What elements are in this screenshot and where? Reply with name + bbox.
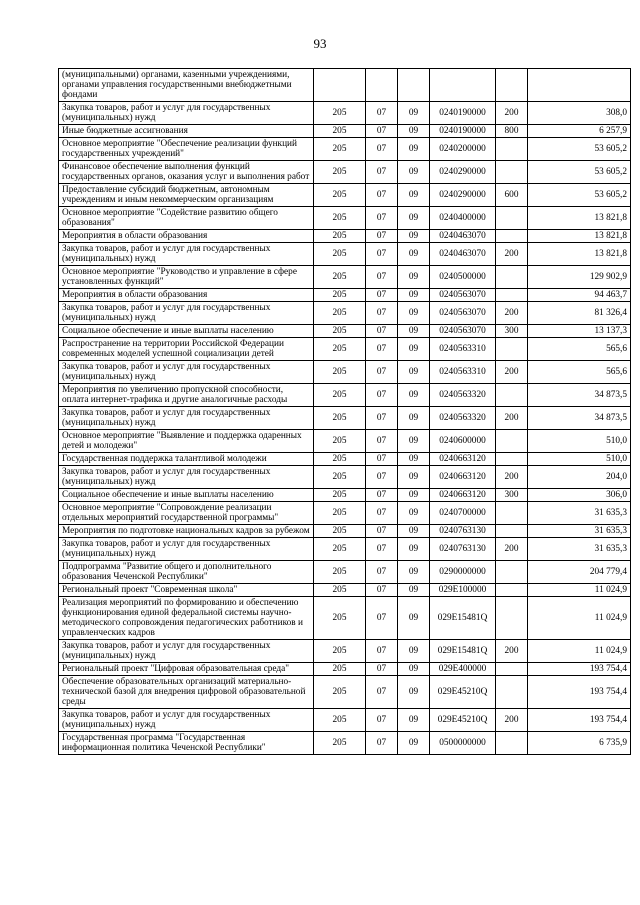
row-name: Мероприятия в области образования [59, 230, 314, 243]
row-vr [496, 289, 528, 302]
row-pr: 09 [398, 430, 430, 453]
table-row [59, 102, 631, 125]
row-name: Мероприятия в области образования [59, 289, 314, 302]
row-pr: 09 [398, 502, 430, 525]
row-name: Закупка товаров, работ и услуг для государственных (муниципальных) нужд [59, 538, 314, 561]
row-vr [496, 161, 528, 184]
row-gr: 205 [314, 361, 366, 384]
table-row [59, 709, 631, 732]
row-gr: 205 [314, 732, 366, 755]
row-name: Государственная программа "Государственная информационная политика Чеченской Республики" [59, 732, 314, 755]
row-rz [366, 69, 398, 102]
row-sum: 34 873,5 [528, 407, 631, 430]
row-pr: 09 [398, 325, 430, 338]
row-rz: 07 [366, 430, 398, 453]
row-gr: 205 [314, 230, 366, 243]
row-gr: 205 [314, 640, 366, 663]
row-csr: 0240463070 [430, 230, 496, 243]
row-sum: 6 257,9 [528, 125, 631, 138]
row-rz: 07 [366, 663, 398, 676]
row-rz: 07 [366, 161, 398, 184]
row-gr: 205 [314, 266, 366, 289]
row-rz: 07 [366, 138, 398, 161]
row-pr: 09 [398, 138, 430, 161]
row-name: Закупка товаров, работ и услуг для государственных (муниципальных) нужд [59, 466, 314, 489]
row-pr: 09 [398, 709, 430, 732]
row-csr: 0240563320 [430, 407, 496, 430]
row-vr [496, 502, 528, 525]
row-sum: 193 754,4 [528, 709, 631, 732]
row-csr: 029E100000 [430, 584, 496, 597]
row-name: Региональный проект "Цифровая образовательная среда" [59, 663, 314, 676]
row-vr [496, 663, 528, 676]
row-sum: 13 137,3 [528, 325, 631, 338]
row-sum: 129 902,9 [528, 266, 631, 289]
row-vr [496, 266, 528, 289]
row-name: (муниципальными) органами, казенными учреждениями, органами управления государственными внебюджетными фондами [59, 69, 314, 102]
row-rz: 07 [366, 561, 398, 584]
table-row [59, 489, 631, 502]
row-vr [496, 207, 528, 230]
row-pr: 09 [398, 453, 430, 466]
row-csr: 0240563310 [430, 338, 496, 361]
row-csr: 0240663120 [430, 489, 496, 502]
row-vr: 300 [496, 489, 528, 502]
row-sum: 193 754,4 [528, 676, 631, 709]
row-name: Закупка товаров, работ и услуг для государственных (муниципальных) нужд [59, 302, 314, 325]
row-name: Основное мероприятие "Выявление и поддержка одаренных детей и молодежи" [59, 430, 314, 453]
table-row [59, 207, 631, 230]
table-row [59, 302, 631, 325]
row-pr: 09 [398, 338, 430, 361]
row-gr: 205 [314, 709, 366, 732]
table-body [59, 69, 631, 755]
row-rz: 07 [366, 407, 398, 430]
row-vr: 200 [496, 361, 528, 384]
row-vr: 800 [496, 125, 528, 138]
row-sum: 94 463,7 [528, 289, 631, 302]
row-vr: 200 [496, 640, 528, 663]
table-row [59, 663, 631, 676]
row-pr: 09 [398, 407, 430, 430]
table-row [59, 361, 631, 384]
row-pr: 09 [398, 184, 430, 207]
row-gr: 205 [314, 597, 366, 640]
row-csr: 0240290000 [430, 161, 496, 184]
row-csr: 029E45210Q [430, 709, 496, 732]
row-name: Региональный проект "Современная школа" [59, 584, 314, 597]
row-name: Закупка товаров, работ и услуг для государственных (муниципальных) нужд [59, 102, 314, 125]
row-name: Предоставление субсидий бюджетным, автономным учреждениям и иным некоммерческим организациям [59, 184, 314, 207]
row-rz: 07 [366, 243, 398, 266]
row-csr: 0240290000 [430, 184, 496, 207]
row-sum: 13 821,8 [528, 230, 631, 243]
row-rz: 07 [366, 184, 398, 207]
row-gr: 205 [314, 561, 366, 584]
row-gr: 205 [314, 289, 366, 302]
row-sum: 510,0 [528, 430, 631, 453]
table-row [59, 161, 631, 184]
row-vr [496, 584, 528, 597]
row-name: Мероприятия по подготовке национальных кадров за рубежом [59, 525, 314, 538]
row-rz: 07 [366, 338, 398, 361]
row-csr: 0240600000 [430, 430, 496, 453]
table-row [59, 597, 631, 640]
row-sum: 13 821,8 [528, 207, 631, 230]
row-sum: 53 605,2 [528, 161, 631, 184]
row-vr: 200 [496, 538, 528, 561]
row-vr [496, 732, 528, 755]
row-rz: 07 [366, 207, 398, 230]
row-csr: 0240563310 [430, 361, 496, 384]
row-sum: 11 024,9 [528, 597, 631, 640]
row-gr: 205 [314, 407, 366, 430]
row-name: Социальное обеспечение и иные выплаты населению [59, 325, 314, 338]
row-gr: 205 [314, 184, 366, 207]
row-gr: 205 [314, 125, 366, 138]
row-pr: 09 [398, 361, 430, 384]
row-name: Подпрограмма "Развитие общего и дополнительного образования Чеченской Республики" [59, 561, 314, 584]
row-pr: 09 [398, 302, 430, 325]
row-rz: 07 [366, 584, 398, 597]
row-rz: 07 [366, 102, 398, 125]
row-sum: 306,0 [528, 489, 631, 502]
row-pr [398, 69, 430, 102]
row-pr: 09 [398, 207, 430, 230]
row-sum: 31 635,3 [528, 525, 631, 538]
row-pr: 09 [398, 525, 430, 538]
row-sum: 6 735,9 [528, 732, 631, 755]
row-gr: 205 [314, 676, 366, 709]
row-gr: 205 [314, 430, 366, 453]
row-name: Закупка товаров, работ и услуг для государственных (муниципальных) нужд [59, 243, 314, 266]
row-sum: 53 605,2 [528, 138, 631, 161]
table-row [59, 338, 631, 361]
table-row [59, 732, 631, 755]
table-row [59, 138, 631, 161]
row-pr: 09 [398, 102, 430, 125]
row-csr [430, 69, 496, 102]
row-gr: 205 [314, 663, 366, 676]
table-row [59, 538, 631, 561]
row-pr: 09 [398, 161, 430, 184]
row-sum: 204 779,4 [528, 561, 631, 584]
row-pr: 09 [398, 230, 430, 243]
row-csr: 0240563070 [430, 302, 496, 325]
row-gr: 205 [314, 466, 366, 489]
row-csr: 0240190000 [430, 125, 496, 138]
row-gr: 205 [314, 502, 366, 525]
row-sum: 11 024,9 [528, 584, 631, 597]
row-vr: 200 [496, 466, 528, 489]
row-pr: 09 [398, 640, 430, 663]
row-vr [496, 230, 528, 243]
row-csr: 0240763130 [430, 525, 496, 538]
table-row [59, 184, 631, 207]
row-rz: 07 [366, 597, 398, 640]
row-vr [496, 525, 528, 538]
row-sum: 204,0 [528, 466, 631, 489]
row-sum: 81 326,4 [528, 302, 631, 325]
row-rz: 07 [366, 302, 398, 325]
row-gr: 205 [314, 525, 366, 538]
row-name: Основное мероприятие "Руководство и управление в сфере установленных функций" [59, 266, 314, 289]
row-vr: 200 [496, 709, 528, 732]
row-sum: 193 754,4 [528, 663, 631, 676]
row-name: Социальное обеспечение и иные выплаты населению [59, 489, 314, 502]
row-rz: 07 [366, 289, 398, 302]
row-vr: 200 [496, 102, 528, 125]
row-sum: 13 821,8 [528, 243, 631, 266]
row-pr: 09 [398, 243, 430, 266]
row-pr: 09 [398, 663, 430, 676]
table-row [59, 676, 631, 709]
table-row [59, 640, 631, 663]
row-pr: 09 [398, 466, 430, 489]
row-gr: 205 [314, 243, 366, 266]
row-gr: 205 [314, 338, 366, 361]
row-sum: 34 873,5 [528, 384, 631, 407]
row-csr: 029E15481Q [430, 640, 496, 663]
row-pr: 09 [398, 584, 430, 597]
row-gr: 205 [314, 325, 366, 338]
row-csr: 0240663120 [430, 453, 496, 466]
table-row [59, 125, 631, 138]
row-csr: 0240190000 [430, 102, 496, 125]
row-vr: 300 [496, 325, 528, 338]
row-name: Закупка товаров, работ и услуг для государственных (муниципальных) нужд [59, 640, 314, 663]
row-pr: 09 [398, 125, 430, 138]
row-vr [496, 138, 528, 161]
row-rz: 07 [366, 325, 398, 338]
row-csr: 0240500000 [430, 266, 496, 289]
row-gr: 205 [314, 207, 366, 230]
row-vr: 600 [496, 184, 528, 207]
row-csr: 029E15481Q [430, 597, 496, 640]
row-csr: 029E45210Q [430, 676, 496, 709]
row-csr: 0290000000 [430, 561, 496, 584]
table-row [59, 453, 631, 466]
row-csr: 0240563070 [430, 325, 496, 338]
row-name: Основное мероприятие "Содействие развитию общего образования" [59, 207, 314, 230]
row-pr: 09 [398, 384, 430, 407]
row-gr: 205 [314, 302, 366, 325]
row-name: Закупка товаров, работ и услуг для государственных (муниципальных) нужд [59, 361, 314, 384]
row-csr: 0240763130 [430, 538, 496, 561]
table-row [59, 384, 631, 407]
table-row [59, 325, 631, 338]
row-csr: 0240563320 [430, 384, 496, 407]
row-gr: 205 [314, 384, 366, 407]
table-row [59, 407, 631, 430]
row-vr [496, 597, 528, 640]
row-gr [314, 69, 366, 102]
row-csr: 0240700000 [430, 502, 496, 525]
row-vr [496, 453, 528, 466]
row-name: Основное мероприятие "Обеспечение реализации функций государственных учреждений" [59, 138, 314, 161]
table-row [59, 266, 631, 289]
row-pr: 09 [398, 289, 430, 302]
row-gr: 205 [314, 161, 366, 184]
row-vr [496, 384, 528, 407]
row-csr: 029E400000 [430, 663, 496, 676]
row-vr [496, 338, 528, 361]
row-gr: 205 [314, 102, 366, 125]
row-gr: 205 [314, 138, 366, 161]
row-pr: 09 [398, 676, 430, 709]
row-sum: 53 605,2 [528, 184, 631, 207]
row-rz: 07 [366, 384, 398, 407]
table-row [59, 243, 631, 266]
row-sum [528, 69, 631, 102]
table-row [59, 584, 631, 597]
row-rz: 07 [366, 709, 398, 732]
row-sum: 31 635,3 [528, 502, 631, 525]
row-vr [496, 676, 528, 709]
row-name: Закупка товаров, работ и услуг для государственных (муниципальных) нужд [59, 407, 314, 430]
row-rz: 07 [366, 230, 398, 243]
row-rz: 07 [366, 732, 398, 755]
row-sum: 510,0 [528, 453, 631, 466]
row-sum: 31 635,3 [528, 538, 631, 561]
row-sum: 565,6 [528, 361, 631, 384]
row-rz: 07 [366, 489, 398, 502]
table-row [59, 430, 631, 453]
row-rz: 07 [366, 640, 398, 663]
row-gr: 205 [314, 538, 366, 561]
row-sum: 565,6 [528, 338, 631, 361]
row-sum: 11 024,9 [528, 640, 631, 663]
row-rz: 07 [366, 361, 398, 384]
row-name: Распространение на территории Российской Федерации современных моделей успешной социализации детей [59, 338, 314, 361]
row-gr: 205 [314, 489, 366, 502]
table-row [59, 289, 631, 302]
row-rz: 07 [366, 125, 398, 138]
table-row [59, 230, 631, 243]
row-pr: 09 [398, 561, 430, 584]
row-pr: 09 [398, 266, 430, 289]
row-vr: 200 [496, 302, 528, 325]
row-name: Мероприятия по увеличению пропускной способности, оплата интернет-трафика и другие аналогичные расходы [59, 384, 314, 407]
row-rz: 07 [366, 538, 398, 561]
table-row [59, 561, 631, 584]
row-rz: 07 [366, 266, 398, 289]
row-csr: 0240400000 [430, 207, 496, 230]
row-vr [496, 430, 528, 453]
row-name: Закупка товаров, работ и услуг для государственных (муниципальных) нужд [59, 709, 314, 732]
budget-table [58, 68, 631, 755]
row-pr: 09 [398, 538, 430, 561]
row-name: Реализация мероприятий по формированию и обеспечению функционирования единой федеральной системы научно-методического сопровождения педагогических работников и управленческих кадров [59, 597, 314, 640]
row-gr: 205 [314, 584, 366, 597]
row-rz: 07 [366, 676, 398, 709]
table-row [59, 525, 631, 538]
row-vr [496, 69, 528, 102]
page-number: 93 [313, 36, 327, 51]
row-name: Основное мероприятие "Сопровождение реализации отдельных мероприятий государственной программы" [59, 502, 314, 525]
row-rz: 07 [366, 525, 398, 538]
row-csr: 0240200000 [430, 138, 496, 161]
table-row [59, 502, 631, 525]
row-pr: 09 [398, 489, 430, 502]
row-name: Иные бюджетные ассигнования [59, 125, 314, 138]
row-sum: 308,0 [528, 102, 631, 125]
row-vr: 200 [496, 243, 528, 266]
row-rz: 07 [366, 466, 398, 489]
row-pr: 09 [398, 597, 430, 640]
row-vr: 200 [496, 407, 528, 430]
row-gr: 205 [314, 453, 366, 466]
row-vr [496, 561, 528, 584]
row-csr: 0240663120 [430, 466, 496, 489]
row-name: Обеспечение образовательных организаций материально-технической базой для внедрения цифровой образовательной среды [59, 676, 314, 709]
table-row [59, 69, 631, 102]
row-csr: 0500000000 [430, 732, 496, 755]
row-rz: 07 [366, 502, 398, 525]
row-csr: 0240463070 [430, 243, 496, 266]
row-pr: 09 [398, 732, 430, 755]
row-csr: 0240563070 [430, 289, 496, 302]
table-row [59, 466, 631, 489]
row-name: Государственная поддержка талантливой молодежи [59, 453, 314, 466]
row-name: Финансовое обеспечение выполнения функций государственных органов, оказания услуг и выполнения работ [59, 161, 314, 184]
row-rz: 07 [366, 453, 398, 466]
